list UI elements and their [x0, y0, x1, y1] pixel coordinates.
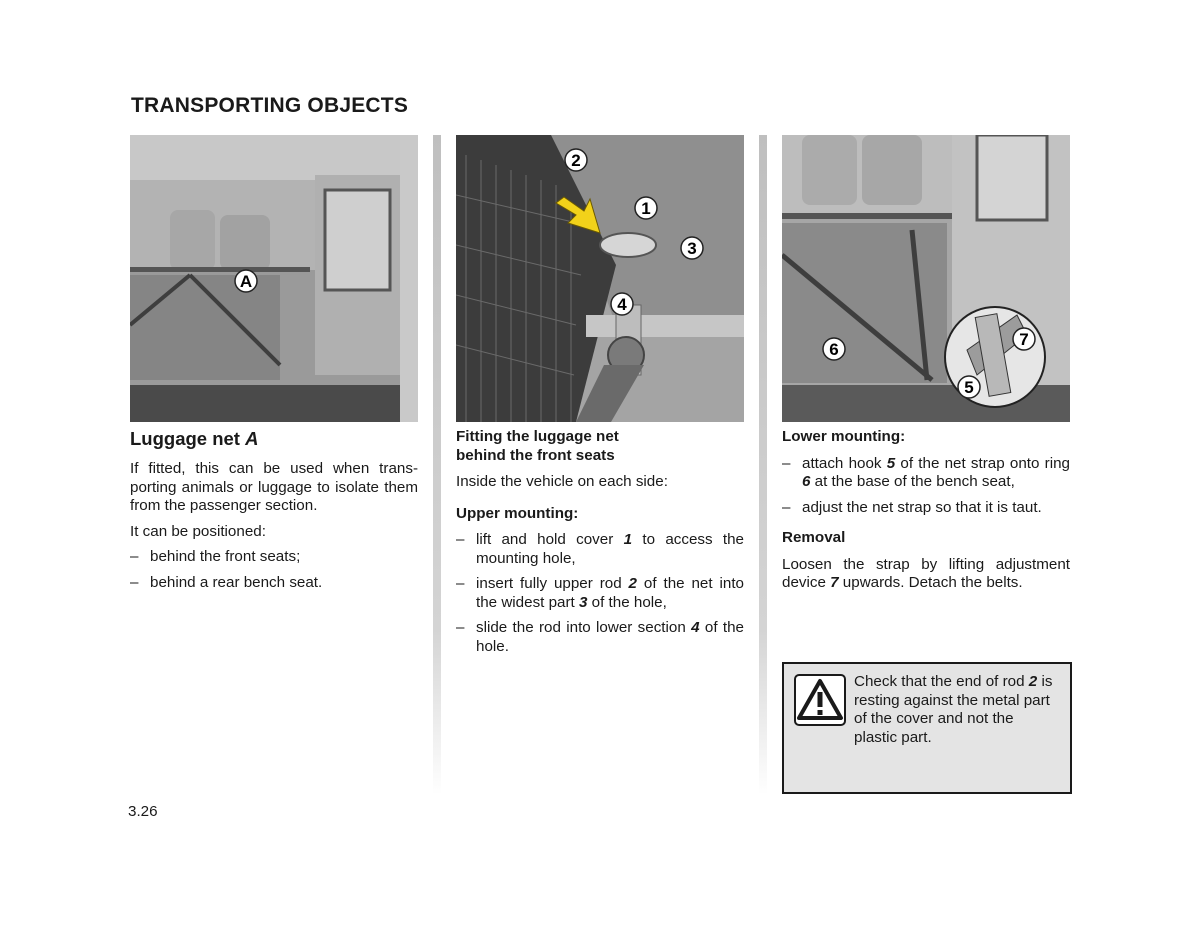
column-divider	[433, 135, 441, 795]
step-text: attach hook	[802, 454, 887, 472]
list-item	[456, 531, 744, 568]
list-item-text: behind the front seats;	[150, 548, 301, 565]
dash-bullet: –	[456, 575, 465, 592]
step-text: lift and hold cover	[476, 531, 624, 548]
list-item	[130, 548, 418, 567]
list-item	[130, 574, 418, 593]
photo-luggage-net-overview	[130, 135, 418, 422]
step-text: at the base of the bench seat,	[810, 473, 1015, 490]
heading-removal: Removal	[782, 529, 846, 546]
callout-a-label: A	[239, 272, 253, 291]
heading-upper-mounting: Upper mounting:	[456, 504, 579, 522]
list-item	[782, 499, 1070, 518]
list-item	[456, 575, 744, 612]
column-divider	[759, 135, 767, 795]
lower-mounting-steps	[782, 455, 1070, 518]
luggage-net-positioning-intro: It can be positioned:	[130, 522, 266, 540]
step-text: of the net into the widest part	[476, 575, 744, 611]
list-item-text: behind a rear bench seat.	[150, 573, 323, 591]
heading-luggage-net-ref: A	[245, 428, 259, 449]
callout-7-label: 7	[1019, 330, 1029, 349]
step-text: adjust the net strap so that it is taut.	[802, 498, 1042, 516]
removal-ref: 7	[830, 574, 839, 591]
heading-lower-mounting: Lower mounting:	[782, 428, 906, 445]
luggage-net-description: If fitted, this can be used when trans-porting animals or luggage to isolate them from the passenger section.	[130, 460, 418, 514]
step-ref: 1	[623, 531, 633, 548]
callout-4-label: 4	[617, 295, 627, 314]
callout-5-label: 5	[964, 378, 974, 397]
warning-text-part: Check that the end of rod	[854, 673, 1029, 690]
removal-instructions	[782, 556, 1070, 593]
step-text: of the hole.	[476, 619, 744, 655]
heading-fitting-net-line2: behind the front seats	[456, 446, 615, 464]
photo-upper-mounting	[456, 135, 744, 422]
callout-1-label: 1	[641, 199, 651, 218]
page-number: 3.26	[128, 803, 158, 820]
removal-text: upwards. Detach the belts.	[838, 574, 1023, 591]
step-text: of the hole,	[587, 593, 667, 611]
upper-mounting-illustration	[456, 135, 744, 422]
removal-text: Loosen the strap by lifting adjustment device	[782, 555, 1070, 591]
dash-bullet: –	[456, 619, 465, 636]
dash-bullet: –	[130, 548, 139, 565]
callout-2-label: 2	[571, 151, 581, 170]
warning-box	[782, 662, 1072, 794]
heading-fitting-net	[456, 428, 744, 465]
upper-mounting-steps	[456, 531, 744, 656]
dash-bullet: –	[456, 531, 465, 548]
column-lower-mounting	[782, 135, 1070, 600]
page-title: TRANSPORTING OBJECTS	[131, 94, 409, 117]
photo-lower-mounting	[782, 135, 1070, 422]
heading-fitting-net-line1: Fitting the luggage net	[456, 428, 619, 445]
list-item	[456, 619, 744, 656]
luggage-net-overview-illustration	[130, 135, 418, 422]
step-text: to access the mounting hole,	[476, 531, 744, 567]
warning-text-part: is resting against the metal part of the cover and not the plastic part.	[854, 673, 1053, 746]
dash-bullet: –	[782, 454, 791, 472]
callout-6-label: 6	[829, 340, 839, 359]
step-ref: 5	[886, 454, 896, 472]
warning-text	[854, 673, 1058, 747]
step-ref: 2	[628, 575, 637, 592]
step-text: slide the rod into lower section	[476, 619, 692, 636]
heading-luggage-net	[130, 428, 418, 450]
column-luggage-net	[130, 135, 418, 599]
column-fitting-net	[456, 135, 744, 663]
dash-bullet: –	[782, 498, 791, 516]
step-ref: 6	[802, 473, 811, 490]
callout-3-label: 3	[687, 239, 697, 258]
positioning-list	[130, 548, 418, 592]
fitting-intro: Inside the vehicle on each side:	[456, 473, 668, 490]
heading-luggage-net-text: Luggage net	[130, 428, 246, 449]
list-item	[782, 455, 1070, 492]
dash-bullet: –	[130, 573, 139, 591]
step-ref: 4	[691, 619, 700, 636]
lower-mounting-illustration	[782, 135, 1070, 422]
warning-triangle-icon	[794, 674, 846, 726]
step-ref: 3	[579, 593, 588, 611]
step-text: insert fully upper rod	[476, 575, 629, 592]
warning-ref: 2	[1028, 673, 1038, 690]
step-text: of the net strap onto ring	[895, 454, 1070, 472]
